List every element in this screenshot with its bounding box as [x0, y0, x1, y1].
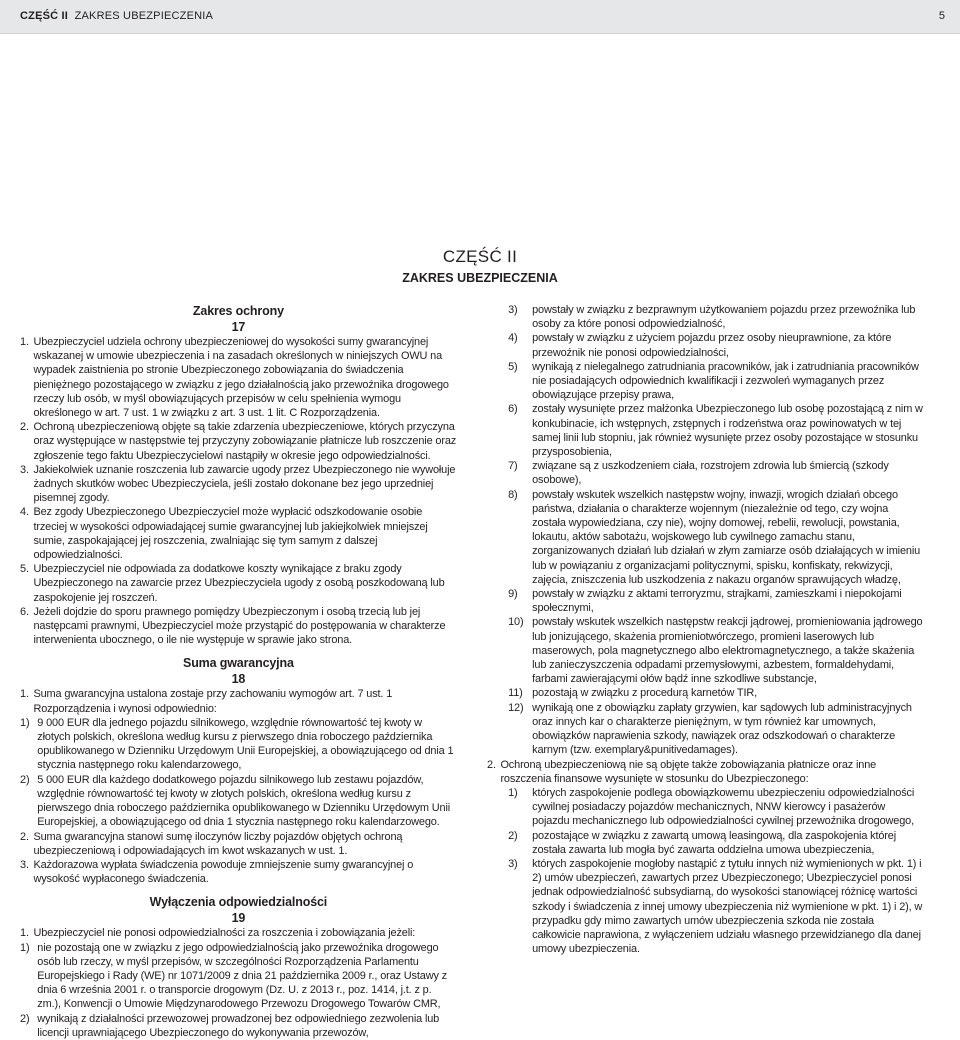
sub-item: 12) wynikają one z obowiązku zapłaty grzywien, kar sądowych lub administracyjnych oraz innych kar o charakterze pieniężnym, w tym również kar umownych, obowiązków naprawienia szkody, nawiązek oraz odszkodowań o charakterze karnym (tzw. exemplary&punitivedamages).	[508, 701, 912, 757]
section-title-exclusions: Wyłączenia odpowiedzialności	[149, 894, 328, 910]
sub-item: 1) nie pozostają one w związku z jego odpowiedzialnością jako przewoźnika drogowego osób lub rzeczy, w myśl przepisów, w szczególności Rozporządzenia Parlamentu Europejskiego i Rady (WE) nr 1071/2009 z dnia 21 października 2009 r., oraz Ustawy z dnia 6 września 2001 r. o transporcie drogowym (Dz. U. z 2013 r., poz. 1414, j.t. z p. zm.), Konwencji o Umowie Międzynarodowego Przewozu Drogowego Towarów CMR,	[20, 941, 448, 1011]
sub-item: 2) 5 000 EUR dla każdego dodatkowego pojazdu silnikowego lub zestawu pojazdów, względnie równowartość tej kwoty w złotych polskich, określona według kursu z pierwszego dnia roboczego października opublikowanego w Dzienniku Urzędowym Unii Europejskiej, a obowiązującego od dnia 1 stycznia następnego roku kalendarzowego.	[20, 773, 451, 829]
section-title-sum-insured: Suma gwarancyjna	[183, 655, 294, 671]
list-item: 5. Ubezpieczyciel nie odpowiada za dodatkowe koszty wynikające z braku zgody Ubezpieczonego na zawarcie przez Ubezpieczyciela ugody z osobą poszkodowaną lub zaspokojenie jej roszczeń.	[20, 563, 445, 604]
running-title-rest: ZAKRES UBEZPIECZENIA	[74, 10, 214, 22]
sub-item: 4) powstały w związku z użyciem pojazdu przez osoby nieuprawnione, za które przewoźnik nie ponosi odpowiedzialności,	[508, 332, 892, 359]
section-title-coverage: Zakres ochrony	[192, 303, 284, 318]
list-item: 6. Jeżeli dojdzie do sporu prawnego pomiędzy Ubezpieczonym i osobą trzecią lub jej następcami prawnymi, Ubezpieczyciel może przystąpić do postępowania w charakterze interwenienta ubocznego, o ile nie występuje w sprawie jako strona.	[20, 605, 446, 647]
list-item: 2. Ochroną ubezpieczeniową objęte są takie zdarzenia ubezpieczeniowe, których przyczyna oraz występujące w następstwie tej przyczyny zobowiązanie płatnicze lub roszczenie oraz zgłoszenie tego faktu Ubezpieczycielowi nastąpiły w okresie jego odpowiedzialności.	[20, 421, 457, 462]
sub-item: 2) pozostające w związku z zawartą umową leasingową, dla zaspokojenia której została zawarta lub mogła być zawarta oddzielna umowa ubezpieczenia,	[508, 829, 897, 856]
list-item: 1. Ubezpieczyciel nie ponosi odpowiedzialności za roszczenia i zobowiązania jeżeli:	[20, 927, 416, 940]
section-number-18: 18	[231, 671, 246, 687]
list-item: 2. Suma gwarancyjna stanowi sumę iloczynów liczby pojazdów objętych ochroną ubezpieczeniową i odpowiadających im kwot wskazanych w ust. 1.	[20, 830, 403, 857]
part-heading	[0, 247, 960, 285]
running-header	[0, 0, 960, 34]
sub-item: 1) 9 000 EUR dla jednego pojazdu silnikowego, względnie równowartość tej kwoty w złotych polskich, określona według kursu z pierwszego dnia roboczego października opublikowanego w Dzienniku Urzędowym Unii Europejskiej, a obowiązującego od dnia 1 stycznia następnego roku kalendarzowego,	[20, 716, 454, 772]
list-item: 2. Ochroną ubezpieczeniową nie są objęte także zobowiązania płatnicze oraz inne roszczenia finansowe wysunięte w stosunku do Ubezpieczonego:	[487, 758, 877, 785]
list-item: 4. Bez zgody Ubezpieczonego Ubezpieczyciel może wypłacić odszkodowanie osobie trzeciej w wysokości odpowiadającej sumie gwarancyjnej lub jakiejkolwiek mniejszej sumie, zaspokajającej jej roszczenia, zwalniając się tym samym z dalszej odpowiedzialności.	[20, 506, 428, 562]
running-title	[20, 10, 213, 22]
sub-item: 8) powstały wskutek wszelkich następstw wojny, inwazji, wrogich działań obcego państwa, działania o charakterze wojennym (niezależnie od tego, czy wojna została wypowiedziana, czy nie), wojny domowej, rebelii, rewolucji, powstania, lokautu, aktów sabotażu, wojskowego lub cywilnego zamachu stanu, zorganizowanych działań lub działań w złym zamiarze osób działających w imieniu lub w powiązaniu z organizacjami politycznymi, spisku, konfiskaty, rekwizycji, zajęcia, zniszczenia lub uszkodzenia z nakazu organów sprawujących władzę,	[508, 488, 921, 586]
sub-item: 9) powstały w związku z aktami terroryzmu, strajkami, zamieszkami i niepokojami społecznymi,	[508, 588, 902, 615]
sub-item: 11) pozostają w związku z procedurą karnetów TIR,	[508, 687, 757, 700]
list-item: 3. Jakiekolwiek uznanie roszczenia lub zawarcie ugody przez Ubezpieczonego nie wywołuje żadnych skutków wobec Ubezpieczyciela, jeśli zostało dokonane bez jego uprzedniej pisemnej zgody.	[20, 463, 456, 505]
sub-item: 6) zostały wysunięte przez małżonka Ubezpieczonego lub osobę pozostającą z nim w konkubinacie, ich wstępnych, zstępnych i rodzeństwa oraz powinowatych w tej samej linii lub stopniu, jak również wysunięte przez osoby pozostające w stosunku przysposobienia,	[508, 403, 923, 459]
list-item: 3. Każdorazowa wypłata świadczenia powoduje zmniejszenie sumy gwarancyjnej o wysokość wypłaconego świadczenia.	[20, 858, 414, 886]
right-column	[487, 303, 924, 956]
sub-item: 1) których zaspokojenie podlega obowiązkowemu ubezpieczeniu odpowiedzialności cywilnej posiadaczy pojazdów mechanicznych, NNW kierowcy i pasażerów pojazdu mechanicznego lub odpowiedzialności cywilnej przewoźnika drogowego,	[508, 786, 915, 828]
sub-item: 2) wynikają z działalności przewozowej prowadzonej bez odpowiedniego zezwolenia lub licencji uprawniającego Ubezpieczonego do wykonywania przewozów,	[20, 1012, 440, 1039]
page-number: 5	[938, 10, 945, 22]
part-title: CZĘŚĆ II	[442, 247, 518, 266]
sub-item: 3) powstały w związku z bezprawnym użytkowaniem pojazdu przez przewoźnika lub osoby za które ponosi odpowiedzialność,	[508, 304, 916, 331]
running-title-part: CZĘŚĆ II	[20, 10, 69, 22]
section-number-17: 17	[231, 319, 246, 334]
sub-item: 3) których zaspokojenie mogłoby nastąpić z tytułu innych niż wymienionych w pkt. 1) i 2) umów ubezpieczeń, zawartych przez Ubezpieczonego; Ubezpieczyciel ponosi jednak odpowiedzialność subsydiarną, do wysokości stanowiącej różnicę wartości szkody i świadczenia z innej umowy ubezpieczenia niż wymienione w pkt. 1) i 2), w przypadku gdy mimo zawartych umów ubezpieczenia szkoda nie została całkowicie naprawiona, z wyłączeniem udziału własnego przewidzianego dla danej umowy ubezpieczenia.	[508, 857, 923, 956]
sub-item: 7) związane są z uszkodzeniem ciała, rozstrojem zdrowia lub śmiercią (szkody osobowe),	[508, 460, 889, 487]
list-item: 1. Suma gwarancyjna ustalona zostaje przy zachowaniu wymogów art. 7 ust. 1 Rozporządzenia i wynosi odpowiednio:	[20, 688, 393, 715]
list-item: 1. Ubezpieczyciel udziela ochrony ubezpieczeniowej do wysokości sumy gwarancyjnej wskazanej w umowie ubezpieczenia i na zasadach określonych w niniejszych OWU na wypadek zaistnienia po stronie Ubezpieczonego zobowiązania do świadczenia pieniężnego pozostającego w związku z jego działalnością jako przewoźnika drogowego rzeczy lub osób, w myśl obowiązujących przepisów w celu spełnienia wymogu określonego w art. 7 ust. 1 w związku z art. 3 ust. 1 lit. C Rozporządzenia.	[20, 336, 449, 420]
section-number-19: 19	[231, 910, 246, 926]
left-column	[20, 303, 457, 1040]
part-subtitle: ZAKRES UBEZPIECZENIA	[402, 271, 558, 285]
sub-item: 10) powstały wskutek wszelkich następstw reakcji jądrowej, promieniowania jądrowego lub jonizującego, skażenia promieniotwórczego, promieni laserowych lub maserowych, pola magnetycznego albo elektromagnetycznego, a także skażenia lub zanieczyszczenia odpadami przemysłowymi, azbestem, formaldehydami, farbami zawierającymi ołów bądź inne szkodliwe substancje,	[508, 616, 923, 686]
sub-item: 5) wynikają z nielegalnego zatrudniania pracowników, jak i zatrudniania pracowników nie posiadających odpowiednich kwalifikacji i zezwoleń wymaganych przez obowiązujące przepisy prawa,	[508, 360, 919, 402]
